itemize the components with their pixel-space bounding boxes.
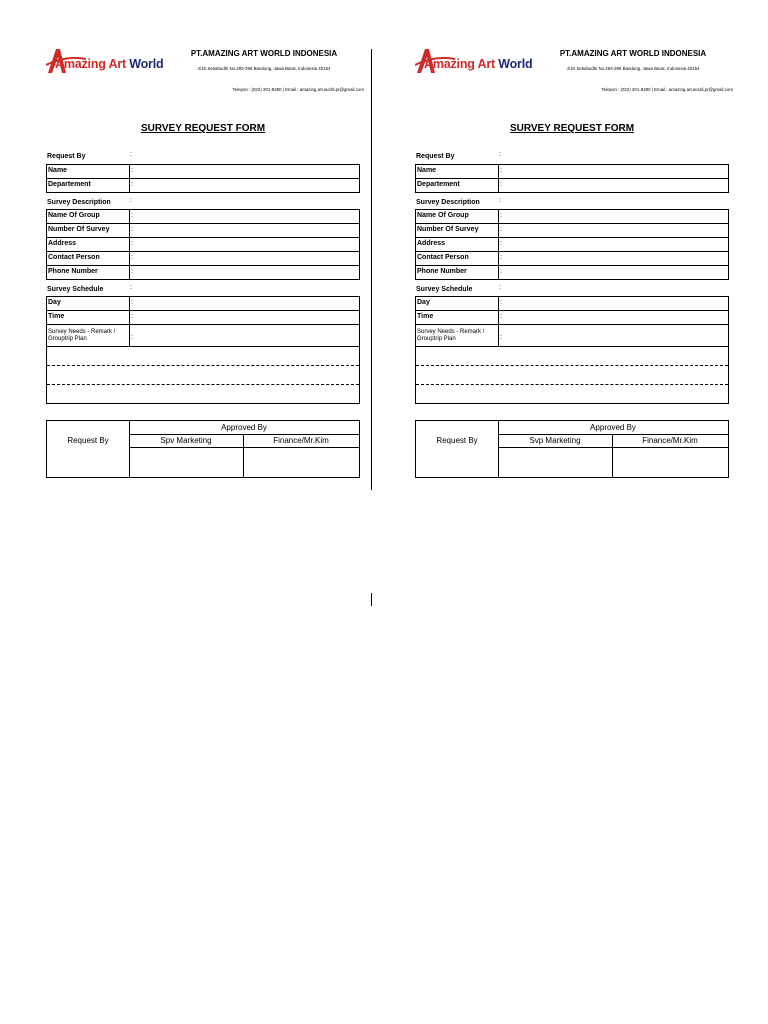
number-of-survey-row[interactable]: Number Of Survey : [416, 224, 728, 238]
day-row[interactable]: Day : [47, 297, 359, 311]
time-row[interactable]: Time : [416, 311, 728, 325]
approved-by-header: Approved By [221, 423, 267, 432]
request-by-colon: : [499, 151, 501, 158]
company-name: PT.AMAZING ART WORLD INDONESIA [559, 49, 707, 58]
survey-description-colon: : [499, 197, 501, 204]
survey-schedule-label: Survey Schedule [416, 286, 473, 293]
form-title: SURVEY REQUEST FORM [140, 123, 266, 134]
approval-finance: Finance/Mr.Kim [642, 436, 698, 445]
department-label: Departement [48, 181, 91, 188]
number-of-survey-row[interactable]: Number Of Survey : [47, 224, 359, 238]
department-row[interactable]: Departement : [416, 179, 728, 193]
remark-line[interactable] [47, 366, 359, 385]
approval-request-by: Request By [436, 436, 478, 445]
approval-marketing: Spv Marketing [160, 436, 212, 445]
name-row[interactable]: Name : [47, 165, 359, 179]
contact-person-row[interactable]: Contact Person : [416, 252, 728, 266]
time-row[interactable]: Time : [47, 311, 359, 325]
remark-line[interactable] [416, 347, 728, 366]
company-logo [415, 47, 533, 75]
survey-schedule-label: Survey Schedule [47, 286, 104, 293]
address-row[interactable]: Address : [416, 238, 728, 252]
name-label: Name [48, 167, 68, 174]
company-address: Jl.Dr.Setiabudhi No.293-295 Bandung, Jawa Barat, Indonesia 40154 [197, 66, 331, 71]
requester-table [46, 164, 360, 193]
requester-table [415, 164, 729, 193]
name-row[interactable]: Name : [416, 165, 728, 179]
approval-request-by: Request By [67, 436, 109, 445]
approval-table [46, 420, 360, 478]
company-contact: Telepon : (022) 201-8280 | Email : amazing.art.world.pr@gmail.com [232, 87, 364, 92]
survey-description-table [46, 209, 360, 280]
company-address: Jl.Dr.Setiabudhi No.293-295 Bandung, Jawa Barat, Indonesia 40154 [566, 66, 700, 71]
company-name: PT.AMAZING ART WORLD INDONESIA [190, 49, 338, 58]
page-divider-line [371, 49, 372, 490]
remark-line[interactable] [47, 347, 359, 366]
name-of-group-row[interactable]: Name Of Group : [47, 210, 359, 224]
survey-description-table [415, 209, 729, 280]
approval-marketing: Svp Marketing [529, 436, 581, 445]
survey-description-label: Survey Description [416, 199, 480, 206]
remark-line[interactable] [416, 385, 728, 404]
remark-line[interactable] [47, 385, 359, 404]
approval-finance: Finance/Mr.Kim [273, 436, 329, 445]
name-of-group-row[interactable]: Name Of Group : [416, 210, 728, 224]
address-row[interactable]: Address : [47, 238, 359, 252]
survey-schedule-colon: : [499, 284, 501, 291]
survey-needs-row[interactable]: Survey Needs - Remark / Grouptrip Plan : [416, 325, 728, 347]
survey-schedule-colon: : [130, 284, 132, 291]
logo-wordmark: Amazing Art World [424, 57, 533, 71]
logo-wordmark: Amazing Art World [55, 57, 164, 71]
contact-person-row[interactable]: Contact Person : [47, 252, 359, 266]
page-divider-mark [371, 593, 372, 606]
form-title: SURVEY REQUEST FORM [509, 123, 635, 134]
request-by-label: Request By [416, 153, 455, 160]
approval-table [415, 420, 729, 478]
survey-schedule-table [415, 296, 729, 404]
phone-number-row[interactable]: Phone Number : [47, 266, 359, 280]
request-by-colon: : [130, 151, 132, 158]
phone-number-row[interactable]: Phone Number : [416, 266, 728, 280]
survey-needs-row[interactable]: Survey Needs - Remark / Grouptrip Plan : [47, 325, 359, 347]
survey-description-label: Survey Description [47, 199, 111, 206]
day-row[interactable]: Day : [416, 297, 728, 311]
survey-schedule-table [46, 296, 360, 404]
request-by-label: Request By [47, 153, 86, 160]
approved-by-header: Approved By [590, 423, 636, 432]
company-logo [46, 47, 164, 75]
survey-description-colon: : [130, 197, 132, 204]
company-contact: Telepon : (022) 201-8280 | Email : amazing.art.world.pr@gmail.com [601, 87, 733, 92]
remark-line[interactable] [416, 366, 728, 385]
department-row[interactable]: Departement : [47, 179, 359, 193]
